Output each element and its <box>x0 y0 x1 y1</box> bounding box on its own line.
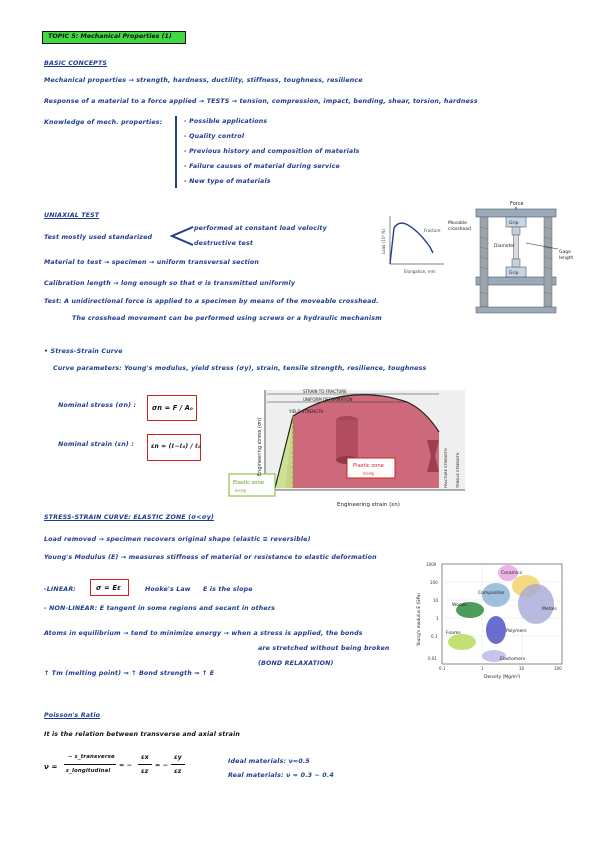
nominal-strain-formula-box <box>147 434 201 461</box>
machine-force-label: Force <box>510 201 524 207</box>
ashby-ytick: 1000 <box>426 562 437 567</box>
ashby-xlabel: Density (Mg/m³) <box>484 675 521 680</box>
machine-grip-bottom: Grip <box>509 271 519 276</box>
stress-strain-figure <box>227 380 467 510</box>
linear-formula: σ = Eε <box>96 584 122 592</box>
machine-diameter-label: Diameter <box>494 244 516 249</box>
elastic-zone-label: Elastic zone <box>233 480 264 486</box>
machine-length-label: length <box>559 256 574 261</box>
load-removed: Load removed → specimen recovers original shape (elastic ≡ reversible) <box>44 536 311 543</box>
poisson-heading: Poisson's Ratio <box>44 712 101 719</box>
machine-crosshead-label: crosshead <box>448 227 471 232</box>
uniaxial-test-1: Test: A unidirectional force is applied to a specimen by means of the moveable crosshead. <box>44 298 379 305</box>
graph-fracture-label: Fracture <box>424 228 441 233</box>
ashby-ytick: 100 <box>430 580 438 585</box>
knowledge-brace <box>175 116 177 188</box>
uniaxial-standardized: Test mostly used standarized <box>44 234 153 241</box>
poisson-relation: It is the relation between transverse and axial strain <box>44 731 241 738</box>
poisson-ex: εx <box>141 754 149 761</box>
knowledge-item: - Previous history and composition of materials <box>184 148 360 155</box>
poisson-ideal: Ideal materials: ν=0.5 <box>228 758 310 765</box>
nominal-strain-formula: εn = (ℓ−ℓ₀) / ℓ₀ <box>151 443 201 450</box>
poisson-eq-1: = − <box>119 762 133 769</box>
knowledge-item: - Quality control <box>184 133 245 140</box>
stress-strain-heading: • Stress-Strain Curve <box>44 348 123 355</box>
melting-point: ↑ Tm (melting point) ⇒ ↑ Bond strength ⇒ ↑ E <box>44 670 215 677</box>
uniaxial-branch-1: performed at constant load velocity <box>194 225 327 232</box>
poisson-fraction-line-2 <box>138 764 152 765</box>
uniaxial-branch-2: destructive test <box>194 240 254 247</box>
ashby-xtick: 1 <box>481 666 484 671</box>
plastic-zone-label: Plastic zone <box>353 463 384 469</box>
hooke-law: Hooke's Law <box>145 586 191 593</box>
nominal-stress-label: Nominal stress (σn) : <box>58 402 137 409</box>
yield-strength-label: YIELD STRENGTH <box>289 409 324 414</box>
elastic-heading: STRESS-STRAIN CURVE: ELASTIC ZONE (σ<σy) <box>44 514 215 521</box>
basic-line-1: Mechanical properties → strength, hardness, ductility, stiffness, toughness, resilience <box>44 77 363 84</box>
ashby-chart <box>412 560 572 682</box>
poisson-fraction-line-3 <box>171 764 185 765</box>
ashby-ylabel: Young's modulus E (GPa) <box>417 592 422 646</box>
basic-heading: BASIC CONCEPTS <box>44 60 108 67</box>
ashby-ytick: 10 <box>433 598 439 603</box>
machine-movable-label: Movable <box>448 221 467 226</box>
ashby-ytick: 1 <box>436 616 439 621</box>
stress-strain-ylabel: Engineering stress (σn) <box>257 417 263 476</box>
ashby-xtick: 100 <box>554 666 562 671</box>
atoms-line-1: Atoms in equilibrium → tend to minimize energy → when a stress is applied, the bonds <box>44 630 363 637</box>
ashby-label: Ceramics <box>501 571 522 576</box>
poisson-denominator: ε_longitudinal <box>66 768 111 774</box>
fracture-strength-label: FRACTURE STRENGTH <box>444 448 448 488</box>
poisson-real: Real materials: ν = 0.3 − 0.4 <box>228 772 334 779</box>
linear-label: -LINEAR: <box>44 586 76 593</box>
machine-grip-top: Grip <box>509 221 519 226</box>
tensile-machine-figure <box>446 197 586 317</box>
uniaxial-material: Material to test → specimen → uniform transversal section <box>44 259 260 266</box>
ashby-label: Woods <box>452 603 467 608</box>
graph-xlabel: Elongation, mm <box>404 269 436 274</box>
ashby-ytick: 0.01 <box>428 656 437 661</box>
ashby-label: Metals <box>542 607 557 612</box>
topic-title: TOPIC 5: Mechanical Properties (1) <box>48 33 172 40</box>
poisson-ez2: εz <box>174 768 182 775</box>
ashby-ytick: 0.1 <box>431 634 438 639</box>
plastic-zone-cond: σ>σy <box>363 471 375 476</box>
elastic-zone-cond: σ<σy <box>235 488 247 493</box>
linear-formula-box <box>90 579 129 596</box>
poisson-ey: εy <box>174 754 182 761</box>
poisson-nu: ν = <box>44 763 58 771</box>
topic-title-box <box>42 31 186 44</box>
ashby-xtick: 10 <box>519 666 525 671</box>
poisson-ez: εz <box>141 768 149 775</box>
poisson-eq-2: = − <box>155 762 169 769</box>
branch-bracket <box>169 224 195 248</box>
ashby-label: Elastomers <box>500 657 526 662</box>
poisson-numerator: − ε_transverse <box>68 754 115 760</box>
machine-gage-label: Gage <box>559 250 571 255</box>
knowledge-item: - New type of materials <box>184 178 271 185</box>
youngs-modulus: Young's Modulus (E) → measures stiffness of material or resistance to elastic deformation <box>44 554 377 561</box>
uniaxial-test-2: The crosshead movement can be performed using screws or a hydraulic mechanism <box>72 315 382 322</box>
graph-ylabel: Load (10³ N) <box>381 229 386 254</box>
knowledge-item: - Failure causes of material during service <box>184 163 340 170</box>
ashby-label: Polymers <box>506 629 527 634</box>
nominal-strain-label: Nominal strain (εn) : <box>58 441 134 448</box>
atoms-line-2: are stretched without being broken <box>258 645 390 652</box>
ashby-label: Foams <box>446 631 461 636</box>
curve-params: Curve parameters: Young's modulus, yield stress (σy), strain, tensile strength, resilience, toughness <box>53 365 427 372</box>
e-slope: E is the slope <box>203 586 253 593</box>
basic-line-2: Response of a material to a force applied → TESTS → tension, compression, impact, bending, shear, torsion, hardness <box>44 98 478 105</box>
uniaxial-calibration: Calibration length → long enough so that σ is transmitted uniformly <box>44 280 296 287</box>
nominal-stress-formula: σn = F / A₀ <box>152 404 194 412</box>
atoms-line-3: (BOND RELAXATION) <box>258 660 334 667</box>
uniaxial-heading: UNIAXIAL TEST <box>44 212 100 219</box>
nominal-stress-formula-box <box>147 395 197 421</box>
ashby-label: Composites <box>478 591 505 596</box>
uniform-deformation-label: UNIFORM DEFORMATION <box>303 397 353 402</box>
load-elongation-graph <box>378 212 448 277</box>
knowledge-label: Knowledge of mech. properties: <box>44 119 163 126</box>
tensile-strength-label: TENSILE STRENGTH <box>456 452 460 488</box>
knowledge-item: - Possible applications <box>184 118 268 125</box>
stress-strain-xlabel: Engineering strain (εn) <box>337 502 400 508</box>
ashby-xtick: 0.1 <box>439 666 446 671</box>
poisson-fraction-line <box>64 764 116 765</box>
non-linear: - NON-LINEAR: E tangent in some regions and secant in others <box>44 605 275 612</box>
strain-to-fracture-label: STRAIN TO FRACTURE <box>303 389 347 394</box>
